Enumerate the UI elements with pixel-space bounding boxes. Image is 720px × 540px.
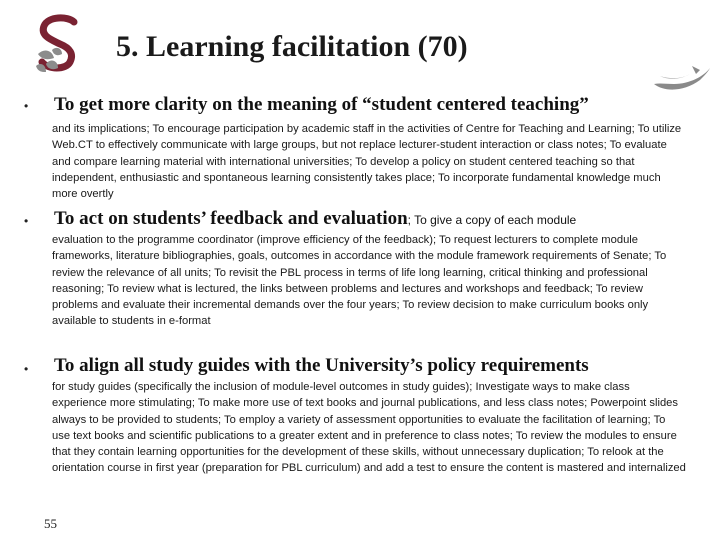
- logo-s-icon: [34, 14, 84, 76]
- university-logo: [34, 14, 84, 76]
- section-2-body: evaluation to the programme coordinator (improve efficiency of the feedback); To request lecturers to complete module frameworks, literature bibliographies, goals, outcomes in accordance with the module framework requirements of Senate; To review the relevance of all units; To revisit the PBL process in terms of life long learning, critical thinking and professional reasoning; To review what is lectured, the links between problems and lectures and workshops and feedback; To review problems and evaluate their incremental demands over the four years; To review decision to make curriculum books only available to students in e-format: [52, 234, 667, 328]
- swoosh-icon: [650, 62, 712, 96]
- section-1-heading: To get more clarity on the meaning of “student centered teaching”: [54, 94, 589, 115]
- section-2-heading-text: To act on students’ feedback and evaluation: [54, 208, 408, 229]
- section-2-heading: [54, 208, 576, 230]
- section-1-body: and its implications; To encourage participation by academic staff in the activities of Centre for Teaching and Learning; To utilize Web.CT to effectively communicate with large groups, but not replace lecturer-student interaction or class notes; To evaluate and compare learning material with international universities; To develop a policy on student centered teaching so that independent, enthusiastic and spontaneous learning consistently takes place; To incorporate fundamental knowledge much more overtly: [52, 123, 682, 201]
- section-3-body: for study guides (specifically the inclusion of module-level outcomes in study guides); Investigate ways to make class experience more stimulating; To make more use of text books and journal publications, and less class notes; Powerpoint slides always to be provided to students; To employ a variety of assessment opportunities to evaluate the facilitation of learning; To use text books and scientific publications to a greater extent and in preference to class notes; To review the modules to ensure that they contain learning opportunities for the development of these skills, without unnecessary duplication; To relook at the orientation course in first year (preparation for PBL curriculum) and add a test to ensure the content is mastered and internalized: [52, 381, 686, 475]
- section-3-heading: To align all study guides with the University’s policy requirements: [54, 355, 589, 376]
- bullet-marker: •: [24, 214, 29, 228]
- page-number: 55: [44, 516, 57, 531]
- decorative-swoosh: [650, 62, 712, 96]
- slide-title: 5. Learning facilitation (70): [116, 30, 468, 63]
- section-2-heading-tail: ; To give a copy of each module: [407, 213, 577, 227]
- bullet-marker: •: [24, 99, 29, 113]
- bullet-marker: •: [24, 362, 29, 376]
